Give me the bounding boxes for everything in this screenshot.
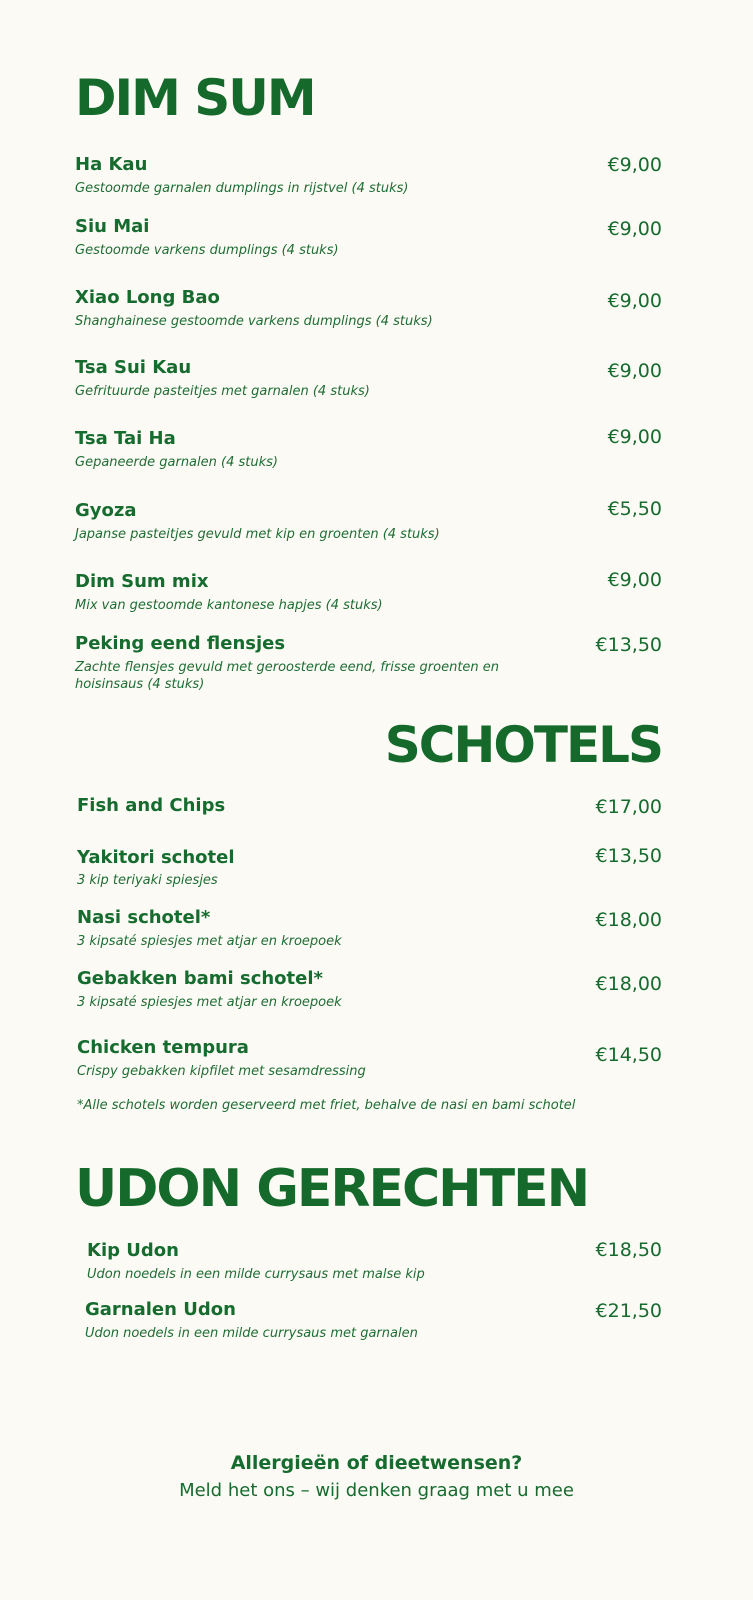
item-description: Udon noedels in een milde currysaus met malse kip [87, 1267, 425, 1282]
item-price: €14,50 [595, 1044, 662, 1066]
item-description: Gestoomde garnalen dumplings in rijstvel (4 stuks) [75, 181, 409, 196]
item-price: €9,00 [607, 218, 662, 240]
item-name: Tsa Tai Ha [75, 428, 176, 449]
item-description: Gestoomde varkens dumplings (4 stuks) [75, 243, 339, 258]
item-price: €9,00 [607, 569, 662, 591]
item-description: 3 kip teriyaki spiesjes [77, 873, 218, 888]
item-name: Gebakken bami schotel* [77, 968, 323, 989]
item-price: €13,50 [595, 634, 662, 656]
item-price: €9,00 [607, 426, 662, 448]
item-description: 3 kipsaté spiesjes met atjar en kroepoek [77, 995, 342, 1010]
schotels-footnote: *Alle schotels worden geserveerd met friet, behalve de nasi en bami schotel [77, 1098, 576, 1113]
allergy-text: Meld het ons – wij denken graag met u mee [179, 1480, 574, 1501]
item-price: €21,50 [595, 1300, 662, 1322]
section-title-udon-gerechten: UDON GERECHTEN [75, 1159, 589, 1219]
allergy-heading: Allergieën of dieetwensen? [230, 1452, 523, 1474]
item-description: Japanse pasteitjes gevuld met kip en groenten (4 stuks) [75, 527, 440, 542]
item-name: Siu Mai [75, 216, 150, 237]
item-name: Gyoza [75, 500, 137, 521]
item-description: Crispy gebakken kipfilet met sesamdressing [77, 1064, 366, 1079]
section-title-schotels: SCHOTELS [384, 716, 662, 774]
item-name: Chicken tempura [77, 1037, 249, 1058]
item-name: Tsa Sui Kau [75, 357, 192, 378]
item-name: Peking eend flensjes [75, 633, 286, 654]
item-description: Zachte flensjes gevuld met geroosterde eend, frisse groenten en hoisinsaus (4 stuks) [75, 660, 500, 692]
item-price: €5,50 [607, 498, 662, 520]
item-description: 3 kipsaté spiesjes met atjar en kroepoek [77, 934, 342, 949]
item-name: Fish and Chips [77, 795, 226, 816]
item-description: Shanghainese gestoomde varkens dumplings (4 stuks) [75, 314, 433, 329]
section-title-dim-sum: DIM SUM [75, 69, 315, 127]
item-name: Kip Udon [87, 1240, 179, 1261]
item-price: €9,00 [607, 360, 662, 382]
item-name: Xiao Long Bao [75, 287, 220, 308]
item-name: Yakitori schotel [77, 847, 235, 868]
item-description: Mix van gestoomde kantonese hapjes (4 stuks) [75, 598, 383, 613]
item-price: €9,00 [607, 154, 662, 176]
item-price: €18,00 [595, 973, 662, 995]
item-description: Gepaneerde garnalen (4 stuks) [75, 455, 278, 470]
item-description: Gefrituurde pasteitjes met garnalen (4 stuks) [75, 384, 370, 399]
item-description: Udon noedels in een milde currysaus met garnalen [85, 1326, 418, 1341]
item-price: €18,50 [595, 1239, 662, 1261]
item-name: Garnalen Udon [85, 1299, 236, 1320]
item-price: €18,00 [595, 909, 662, 931]
item-name: Nasi schotel* [77, 907, 211, 928]
item-price: €17,00 [595, 796, 662, 818]
item-name: Ha Kau [75, 154, 148, 175]
item-price: €9,00 [607, 290, 662, 312]
item-name: Dim Sum mix [75, 571, 209, 592]
item-price: €13,50 [595, 845, 662, 867]
